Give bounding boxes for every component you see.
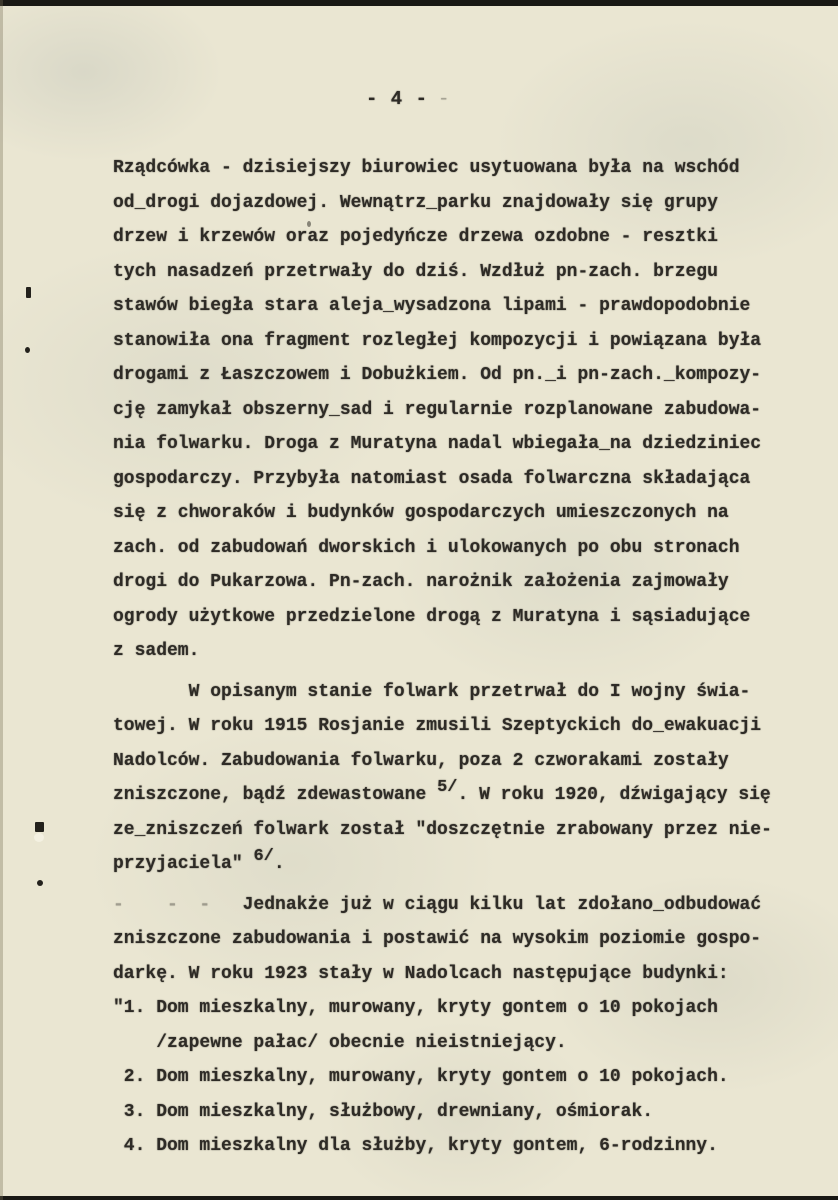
typed-line: "1. Dom mieszkalny, murowany, kryty gontem o 10 pokojach xyxy=(113,998,718,1018)
ink-speck xyxy=(25,347,30,353)
typed-line: przyjaciela" 6/. xyxy=(113,847,285,874)
typed-line: towej. W roku 1915 Rosjanie zmusili Szeptyckich do_ewakuacji xyxy=(113,716,762,736)
page-number-label: - 4 - xyxy=(366,88,429,110)
typed-line: zniszczone, bądź zdewastowane 5/. W roku 1920, dźwigający się xyxy=(113,778,771,805)
typed-line: się z chworaków i budynków gospodarczych umieszczonych na xyxy=(113,503,729,523)
typed-line: od_drogi dojazdowej. Wewnątrz_parku znajdowały się grupy xyxy=(113,192,718,213)
typed-line: cję zamykał obszerny_sad i regularnie rozplanowane zabudowa- xyxy=(113,399,762,420)
typed-line: stawów biegła stara aleja_wysadzona lipami - prawdopodobnie xyxy=(113,296,751,316)
typed-line: /zapewne pałac/ obecnie nieistniejący. xyxy=(113,1032,567,1053)
typed-line: 4. Dom mieszkalny dla służby, kryty gontem, 6-rodzinny. xyxy=(113,1136,718,1156)
typed-line: drogami z Łaszczowem i Dobużkiem. Od pn._i pn-zach._kompozy- xyxy=(113,365,762,385)
typed-line: stanowiła ona fragment rozległej kompozycji i powiązana była xyxy=(113,330,762,351)
scan-edge-bottom xyxy=(0,1196,838,1200)
typed-line: zach. od zabudowań dworskich i ulokowanych po obu stronach xyxy=(113,537,740,558)
typed-line: gospodarczy. Przybyła natomiast osada folwarczna składająca xyxy=(113,468,751,489)
ink-speck xyxy=(26,287,31,298)
scan-edge-left xyxy=(0,0,3,1200)
typed-text-block xyxy=(113,158,793,1171)
ink-speck xyxy=(307,221,311,227)
typed-line: 3. Dom mieszkalny, służbowy, drewniany, ośmiorak. xyxy=(113,1101,654,1122)
typed-line: nia folwarku. Droga z Muratyna nadal wbiegała_na dziedziniec xyxy=(113,434,762,454)
typed-line: darkę. W roku 1923 stały w Nadolcach następujące budynki: xyxy=(113,963,729,984)
typed-line: Rządcówka - dzisiejszy biurowiec usytuowana była na wschód xyxy=(113,158,740,178)
ink-speck xyxy=(37,880,43,886)
ink-speck xyxy=(35,822,44,832)
typed-line: z sadem. xyxy=(113,641,200,661)
typed-line: Nadolców. Zabudowania folwarku, poza 2 czworakami zostały xyxy=(113,750,729,771)
typed-line: zniszczone zabudowania i postawić na wysokim poziomie gospo- xyxy=(113,929,762,949)
page-number xyxy=(366,88,450,110)
scan-edge-top xyxy=(0,0,838,6)
typed-line: - - - Jednakże już w ciągu kilku lat zdołano_odbudować xyxy=(113,894,762,915)
typed-line: drogi do Pukarzowa. Pn-zach. narożnik założenia zajmowały xyxy=(113,572,729,592)
typed-line: W opisanym stanie folwark przetrwał do I wojny świa- xyxy=(113,681,751,702)
typed-line: ze_zniszczeń folwark został "doszczętnie zrabowany przez nie- xyxy=(113,819,772,840)
typed-line: 2. Dom mieszkalny, murowany, kryty gontem o 10 pokojach. xyxy=(113,1067,729,1087)
typed-line: ogrody użytkowe przedzielone drogą z Muratyna i sąsiadujące xyxy=(113,606,751,627)
page-number-trailing-mark: - xyxy=(438,88,451,110)
paper-chip xyxy=(34,833,44,842)
typed-line: drzew i krzewów oraz pojedyńcze drzewa ozdobne - resztki xyxy=(113,227,718,247)
typed-line: tych nasadzeń przetrwały do dziś. Wzdłuż pn-zach. brzegu xyxy=(113,261,718,282)
